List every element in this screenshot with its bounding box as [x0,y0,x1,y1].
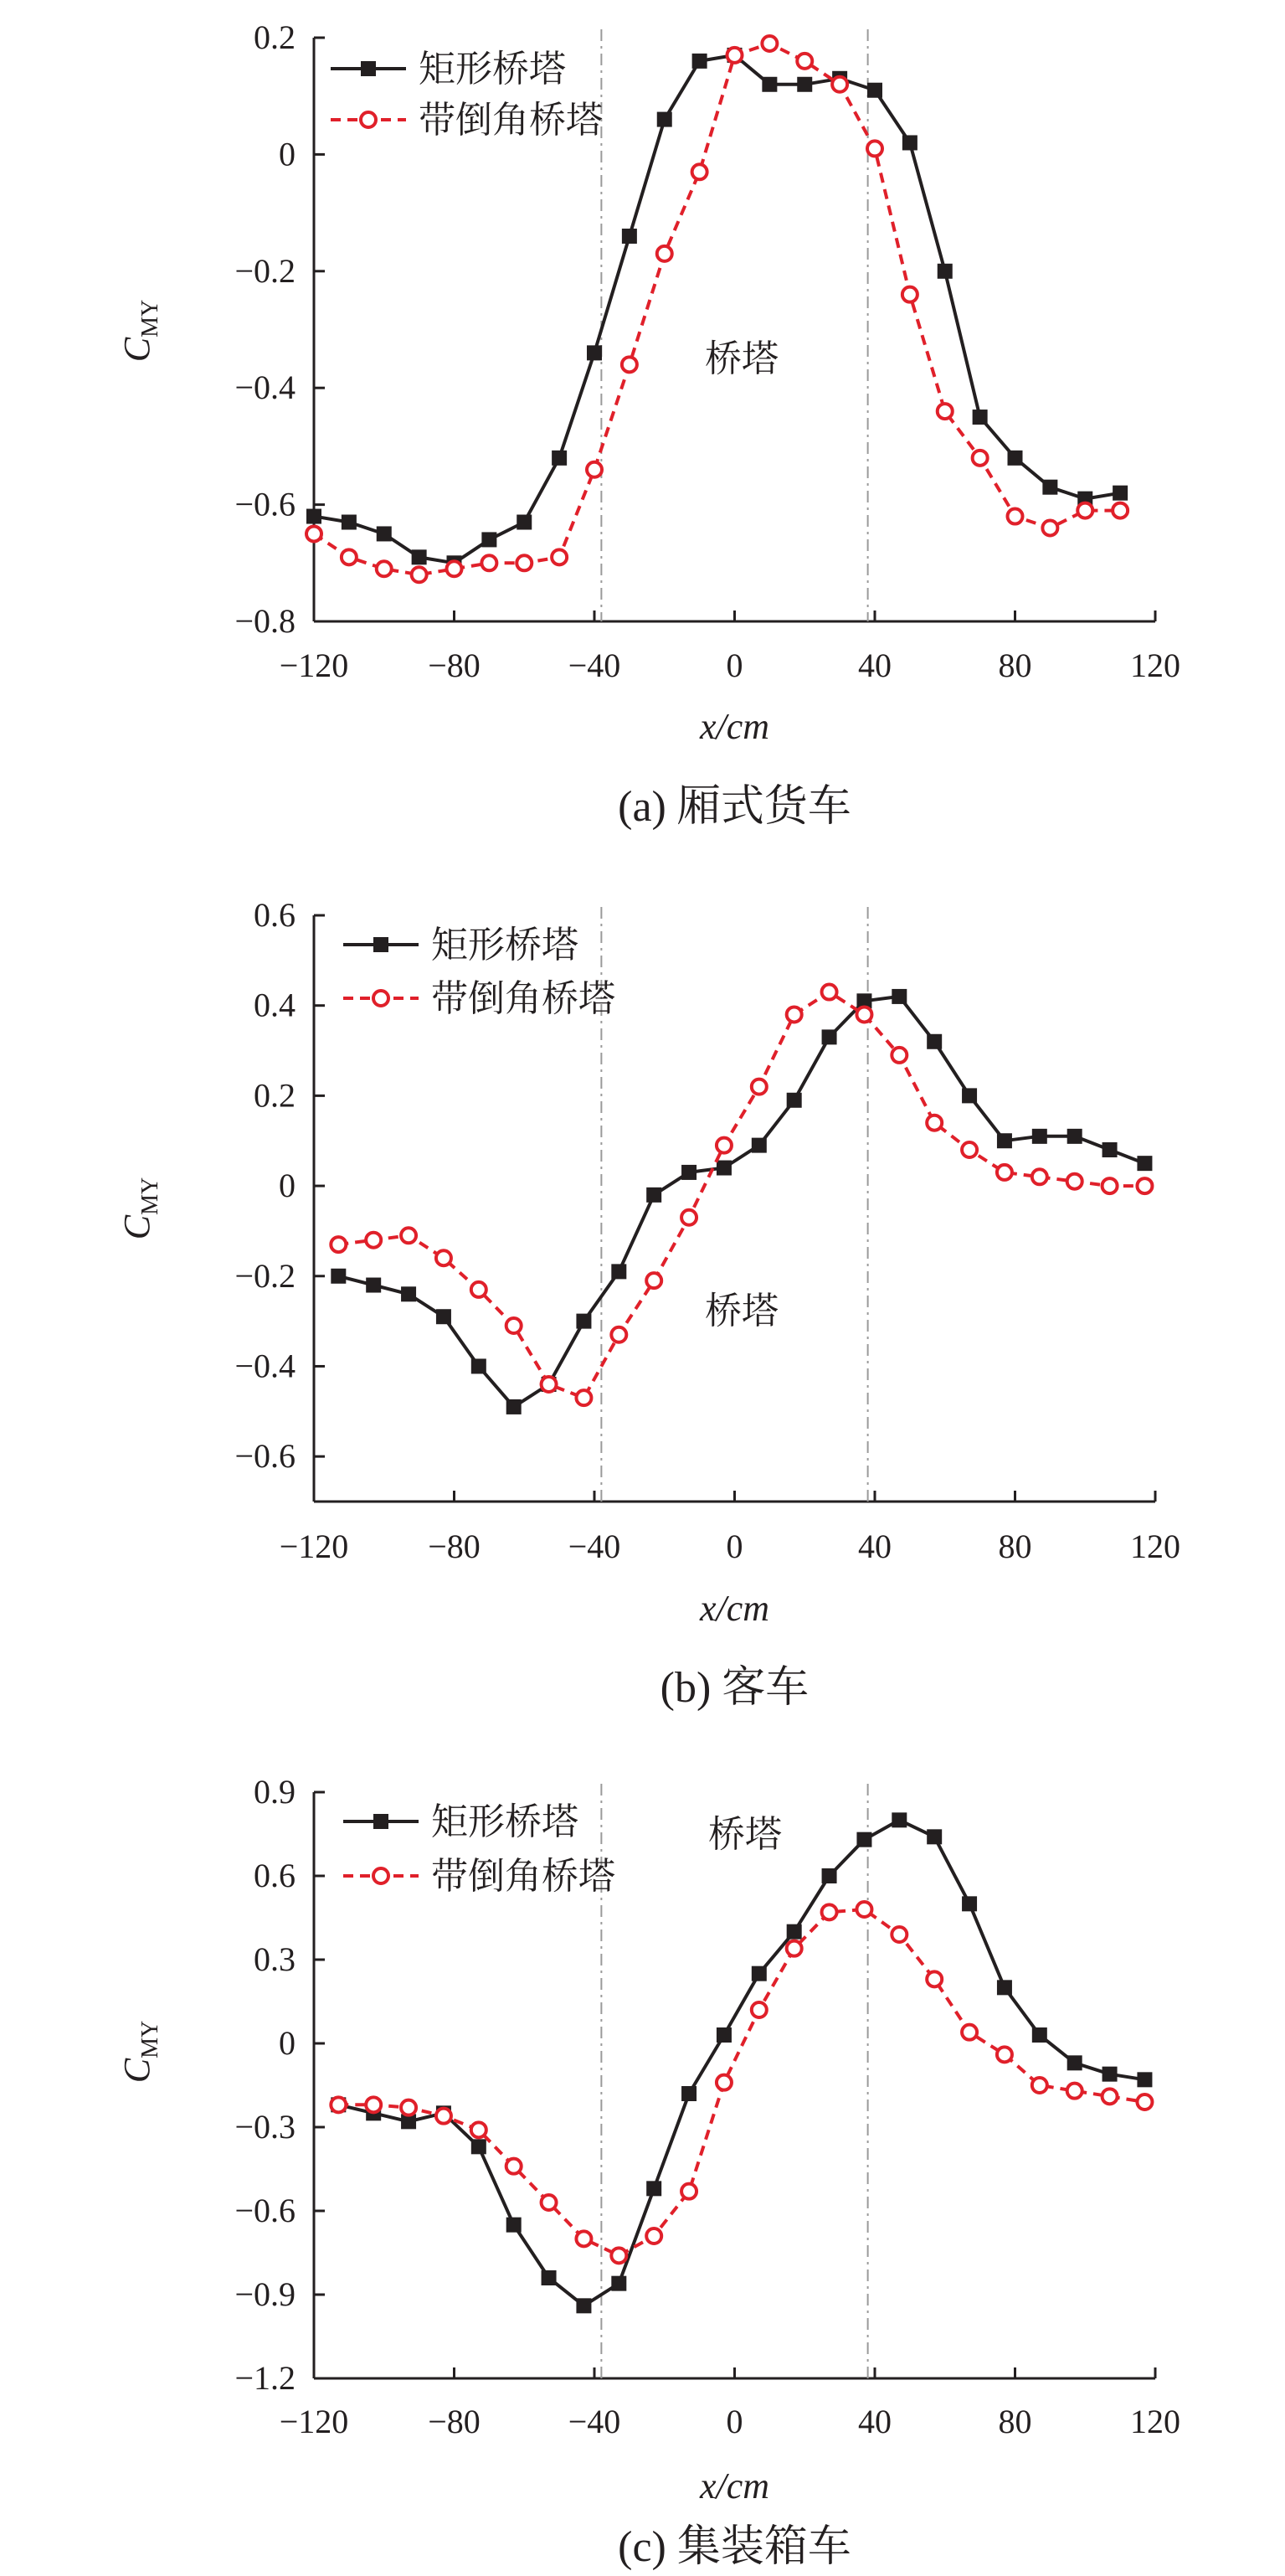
series-chamfer-point [717,1138,732,1153]
series-chamfer-point [1137,1178,1152,1193]
series-rect-point [481,532,496,547]
series-rect-point [1113,486,1128,501]
series-rect-point [1067,2055,1082,2070]
series-chamfer-point [1113,503,1128,518]
x-tick-label: −40 [568,647,621,684]
series-chamfer-point [762,36,777,51]
series-rect-point [973,410,988,425]
series-chamfer-point [657,246,672,261]
series-rect-point [436,1309,451,1324]
series-chamfer-point [997,2047,1012,2062]
panel-b [116,896,1180,1712]
series-rect-point [681,1165,696,1180]
series-rect-point [412,549,427,564]
series-chamfer-point [542,1377,557,1392]
legend-label-rect: 矩形桥塔 [431,925,578,966]
series-chamfer-point [1103,1178,1118,1193]
series-chamfer-point [342,549,357,564]
series-chamfer-point [401,1228,416,1243]
series-chamfer-point [611,1327,626,1342]
y-axis-title-sub: MY [137,1177,163,1215]
y-axis-title-sub: MY [137,2020,163,2058]
x-tick-label: 80 [998,647,1032,684]
series-chamfer-point [377,561,392,576]
series-chamfer-point [867,141,882,156]
series-chamfer-point [506,1318,522,1333]
series-chamfer-point [576,1390,591,1405]
series-rect-point [471,1358,486,1373]
series-rect-point [902,135,917,150]
series-rect-point [892,989,907,1004]
series-rect-point [681,2086,696,2101]
x-tick-label: 120 [1130,647,1180,684]
legend-label-rect: 矩形桥塔 [419,49,566,90]
series-rect-point [938,264,953,279]
y-tick-label: −0.6 [234,2192,296,2229]
series-rect-point [962,1896,977,1911]
series-rect-point [611,2276,626,2291]
x-tick-label: 40 [858,647,892,684]
series-chamfer-point [306,526,321,541]
x-tick-label: −120 [279,647,349,684]
y-tick-label: 0.9 [254,1773,296,1811]
tower-annotation: 桥塔 [705,338,779,379]
series-rect-point [867,83,882,98]
series-chamfer-point [856,1007,871,1022]
series-chamfer-point [927,1115,942,1131]
series-rect-point [587,345,602,360]
series-rect-point [646,1188,661,1203]
legend-marker-rect [373,937,388,952]
legend-label-chamfer: 带倒角桥塔 [431,978,615,1019]
series-chamfer-point [471,2122,486,2137]
series-rect-point [787,1924,802,1940]
y-tick-label: −1.2 [234,2359,296,2397]
series-chamfer-point [552,549,567,564]
series-chamfer-point [517,555,532,570]
series-rect-point [611,1264,626,1279]
panel-caption: (a) 厢式货车 [618,783,851,831]
series-rect-point [927,1829,942,1844]
x-tick-label: −80 [428,1528,481,1565]
series-rect-point [762,77,777,92]
y-tick-label: 0 [279,1167,296,1205]
series-rect-point [331,1269,346,1284]
y-tick-label: −0.6 [234,1437,296,1476]
series-rect-point [997,1133,1012,1148]
x-tick-label: 0 [726,2403,743,2440]
series-rect-point [1137,1156,1152,1171]
y-tick-label: −0.2 [234,251,296,290]
series-chamfer-point [962,2025,977,2040]
series-chamfer-point [727,48,743,63]
legend-label-chamfer: 带倒角桥塔 [431,1856,615,1897]
series-rect-point [517,515,532,530]
y-axis-title-main: C [116,2058,157,2084]
series-rect-point [1067,1129,1082,1144]
series-chamfer-point [1067,1174,1082,1189]
series-chamfer-point [1042,520,1057,535]
series-rect-point [692,54,707,69]
series-chamfer-point [1032,1169,1047,1184]
series-rect-point [822,1029,837,1044]
y-tick-label: 0.3 [254,1940,296,1978]
series-chamfer-point [752,1079,767,1095]
series-chamfer-point [787,1007,802,1022]
series-chamfer-point [717,2075,732,2090]
series-chamfer-point [576,2231,591,2246]
series-chamfer-point [401,2100,416,2115]
series-chamfer-point [822,1904,837,1919]
x-tick-label: −40 [568,2403,621,2440]
series-rect-point [797,77,812,92]
series-rect-point [1032,2027,1047,2043]
series-chamfer-point [1137,2094,1152,2110]
y-tick-label: −0.4 [234,1347,296,1385]
series-rect-line [338,997,1144,1407]
series-rect-point [366,1278,381,1293]
series-rect-point [401,1286,416,1301]
x-tick-label: −80 [428,647,481,684]
series-rect-point [342,515,357,530]
series-chamfer-point [1032,2078,1047,2093]
series-chamfer-point [681,1210,696,1225]
series-chamfer-point [973,451,988,466]
x-tick-label: 0 [726,1528,743,1565]
series-chamfer-point [927,1971,942,1986]
series-rect-point [622,229,637,244]
y-tick-label: 0.2 [254,1076,296,1115]
series-chamfer-point [481,555,496,570]
series-chamfer-point [366,2097,381,2112]
y-tick-label: 0.6 [254,896,296,934]
series-chamfer-line [338,1909,1144,2255]
y-tick-label: 0.2 [254,18,296,56]
series-rect-point [717,1161,732,1176]
series-chamfer-point [822,985,837,1000]
y-tick-label: 0 [279,135,296,173]
series-chamfer-point [692,164,707,179]
y-axis-title [116,1177,163,1239]
series-chamfer-point [1067,2084,1082,2099]
tower-annotation: 桥塔 [708,1814,782,1855]
series-rect-point [1032,1129,1047,1144]
y-tick-label: −0.6 [234,485,296,523]
series-rect-point [506,1399,522,1414]
panel-caption: (c) 集装箱车 [618,2523,851,2571]
series-rect-point [1103,1142,1118,1157]
y-tick-label: 0.6 [254,1857,296,1894]
y-tick-label: −0.2 [234,1256,296,1295]
series-chamfer-point [436,1250,451,1265]
series-rect-point [576,2298,591,2313]
series-rect-point [962,1088,977,1103]
series-chamfer-point [412,567,427,582]
x-tick-label: 40 [858,2403,892,2440]
series-rect-point [892,1812,907,1827]
series-rect-point [471,2139,486,2154]
series-rect-point [646,2181,661,2196]
series-chamfer-point [1103,2089,1118,2104]
series-chamfer-point [902,287,917,302]
series-chamfer-point [1008,509,1023,524]
x-tick-label: 120 [1130,2403,1180,2440]
series-rect-point [822,1868,837,1883]
series-rect-point [752,1966,767,1981]
series-chamfer-point [938,404,953,419]
x-tick-label: 80 [998,1528,1032,1565]
legend-marker-rect [361,61,376,76]
series-chamfer-point [587,462,602,477]
panel-caption: (b) 客车 [660,1664,810,1712]
x-tick-label: −80 [428,2403,481,2440]
y-tick-label: −0.8 [234,602,296,640]
series-chamfer-point [832,77,847,92]
series-rect-point [1103,2067,1118,2082]
legend-label-rect: 矩形桥塔 [431,1801,578,1842]
y-axis-title-main: C [116,337,157,363]
y-tick-label: 0 [279,2024,296,2062]
y-axis-title-main: C [116,1214,157,1240]
series-chamfer-point [997,1165,1012,1180]
series-chamfer-point [752,2002,767,2017]
y-tick-label: −0.4 [234,368,296,407]
legend-label-chamfer: 带倒角桥塔 [419,100,603,141]
series-chamfer-point [542,2195,557,2210]
y-axis-title-sub: MY [137,299,163,337]
series-chamfer-point [681,2184,696,2199]
legend-marker-chamfer [373,991,388,1006]
series-rect-point [717,2027,732,2043]
series-rect-point [377,526,392,541]
x-axis-title: x/cm [699,2465,770,2506]
x-tick-label: 0 [726,647,743,684]
series-rect-point [306,509,321,524]
series-chamfer-point [331,1237,346,1252]
series-rect-point [1042,480,1057,495]
series-chamfer-point [892,1927,907,1942]
series-rect-point [1008,451,1023,466]
series-rect-point [856,1832,871,1847]
series-chamfer-point [646,2228,661,2244]
series-chamfer-point [622,357,637,372]
series-chamfer-point [506,2159,522,2174]
x-tick-label: 120 [1130,1528,1180,1565]
legend-marker-chamfer [373,1868,388,1883]
series-chamfer-point [787,1941,802,1956]
legend-marker-rect [373,1814,388,1829]
series-rect-point [1137,2072,1152,2087]
series-chamfer-point [331,2097,346,2112]
y-tick-label: −0.9 [234,2275,296,2313]
series-chamfer-point [611,2248,626,2263]
x-axis-title: x/cm [699,706,770,747]
y-axis-title [116,2021,163,2083]
series-chamfer-point [856,1902,871,1917]
series-chamfer-point [366,1233,381,1248]
panel-c [116,1773,1180,2571]
series-chamfer-point [447,561,462,576]
series-rect-point [552,451,567,466]
x-axis-title: x/cm [699,1588,770,1629]
series-rect-point [576,1314,591,1329]
y-tick-label: −0.3 [234,2108,296,2146]
series-rect-point [927,1034,942,1049]
series-chamfer-point [892,1048,907,1063]
tower-annotation: 桥塔 [705,1291,779,1332]
series-chamfer-point [436,2109,451,2124]
series-rect-point [787,1093,802,1108]
series-rect-point [997,1980,1012,1995]
x-tick-label: 80 [998,2403,1032,2440]
series-rect-point [542,2270,557,2285]
y-axis-title [116,300,163,362]
panel-a [116,18,1180,831]
series-chamfer-point [797,54,812,69]
series-chamfer-point [1077,503,1092,518]
y-tick-label: 0.4 [254,986,296,1024]
series-chamfer-point [646,1273,661,1288]
series-chamfer-point [471,1282,486,1297]
x-tick-label: −40 [568,1528,621,1565]
x-tick-label: −120 [279,1528,349,1565]
legend-marker-chamfer [361,112,376,127]
x-tick-label: 40 [858,1528,892,1565]
x-tick-label: −120 [279,2403,349,2440]
series-chamfer-point [962,1142,977,1157]
series-rect-point [657,112,672,127]
series-rect-point [506,2218,522,2233]
series-rect-point [752,1138,767,1153]
